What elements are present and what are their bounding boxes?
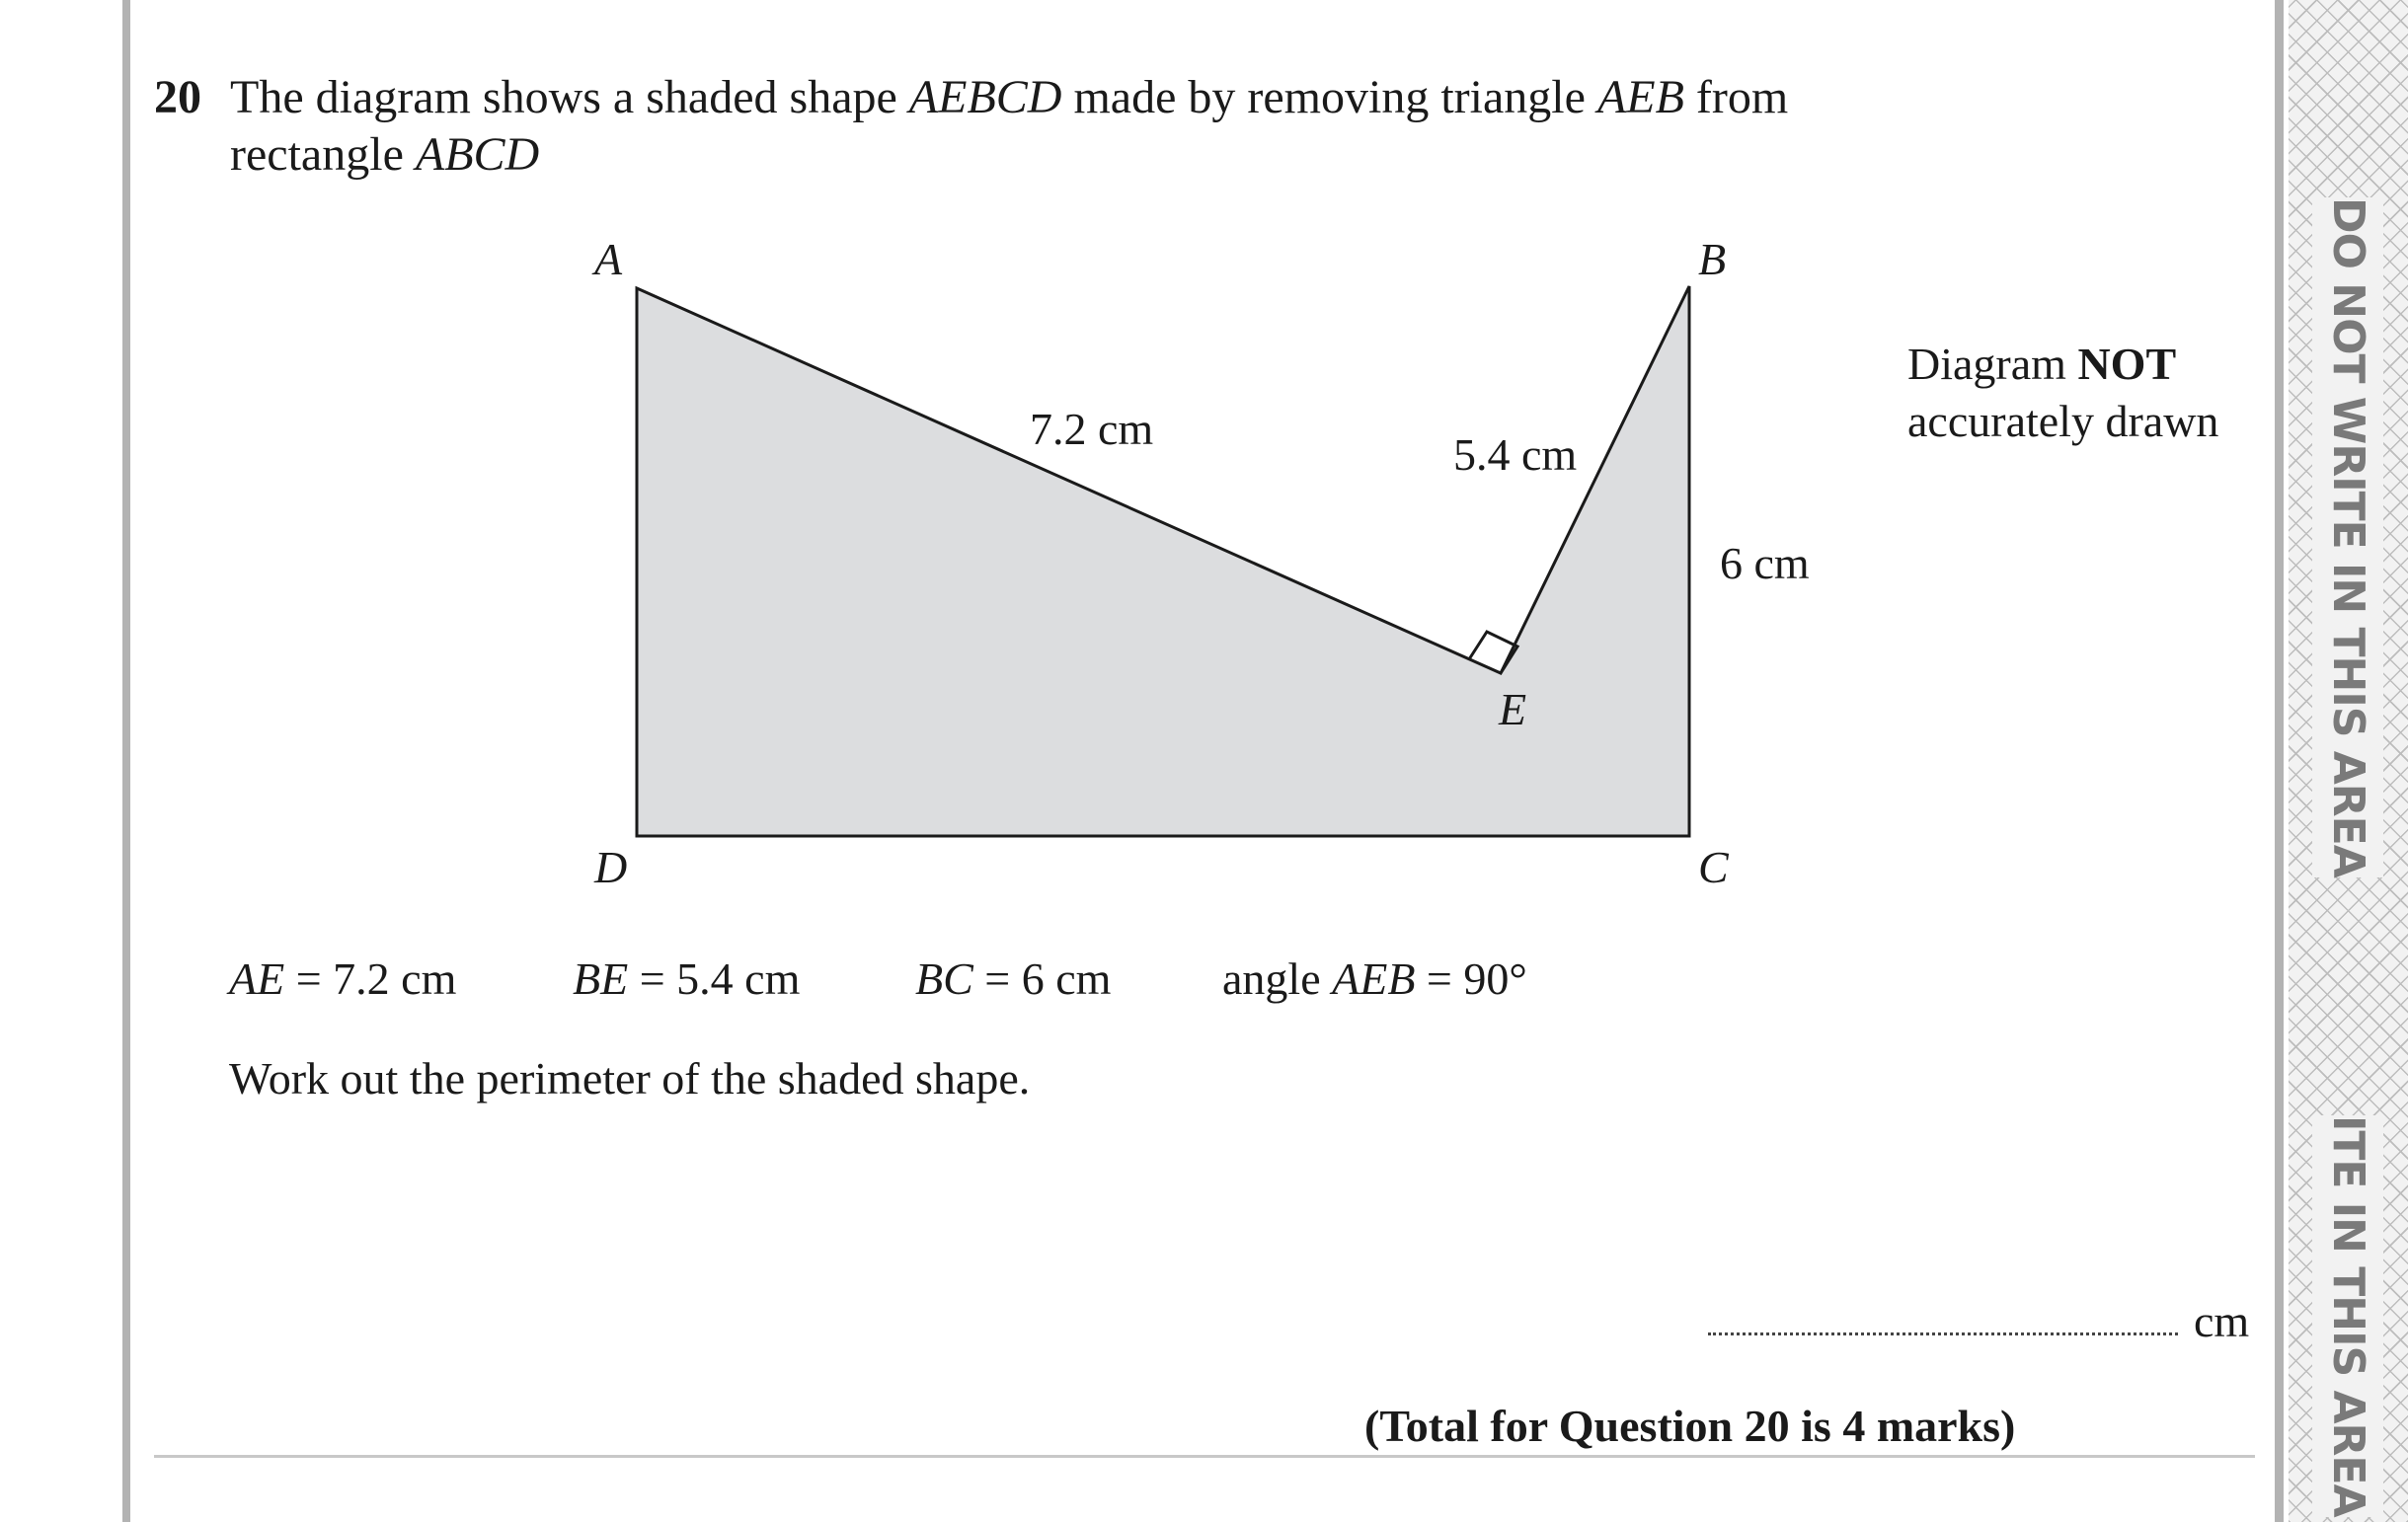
- answer-line[interactable]: [1708, 1332, 2178, 1335]
- given-bc: BC = 6 cm: [915, 953, 1112, 1004]
- given-angle-aeb: angle AEB = 90°: [1222, 953, 1527, 1004]
- vertex-label-e: E: [1499, 684, 1527, 734]
- diagram-note-line2: accurately drawn: [1907, 396, 2219, 446]
- given-ae: AE = 7.2 cm: [229, 953, 457, 1004]
- bottom-rule: [154, 1455, 2255, 1458]
- length-label-be: 5.4 cm: [1453, 429, 1578, 480]
- given-be: BE = 5.4 cm: [573, 953, 801, 1004]
- diagram-note-line1: Diagram NOT: [1907, 339, 2177, 389]
- length-label-ae: 7.2 cm: [1030, 404, 1154, 454]
- instruction-text: Work out the perimeter of the shaded shape.: [229, 1053, 1031, 1103]
- margin-warning-upper: DO NOT WRITE IN THIS AREA: [2312, 197, 2383, 877]
- question-number: 20: [154, 71, 201, 123]
- vertex-label-a: A: [594, 234, 623, 284]
- vertex-label-d: D: [594, 842, 628, 892]
- shaded-shape-aebcd: [637, 286, 1689, 836]
- vertex-label-b: B: [1698, 234, 1727, 284]
- question-text-line2: rectangle ABCD: [230, 128, 540, 181]
- total-marks: (Total for Question 20 is 4 marks): [1364, 1401, 2016, 1451]
- answer-unit: cm: [2194, 1296, 2250, 1346]
- margin-warning-lower: ITE IN THIS AREA: [2312, 1115, 2383, 1517]
- length-label-bc: 6 cm: [1720, 538, 1810, 588]
- vertex-label-c: C: [1698, 842, 1729, 892]
- question-text-line1: The diagram shows a shaded shape AEBCD made by removing triangle AEB from: [230, 71, 1789, 123]
